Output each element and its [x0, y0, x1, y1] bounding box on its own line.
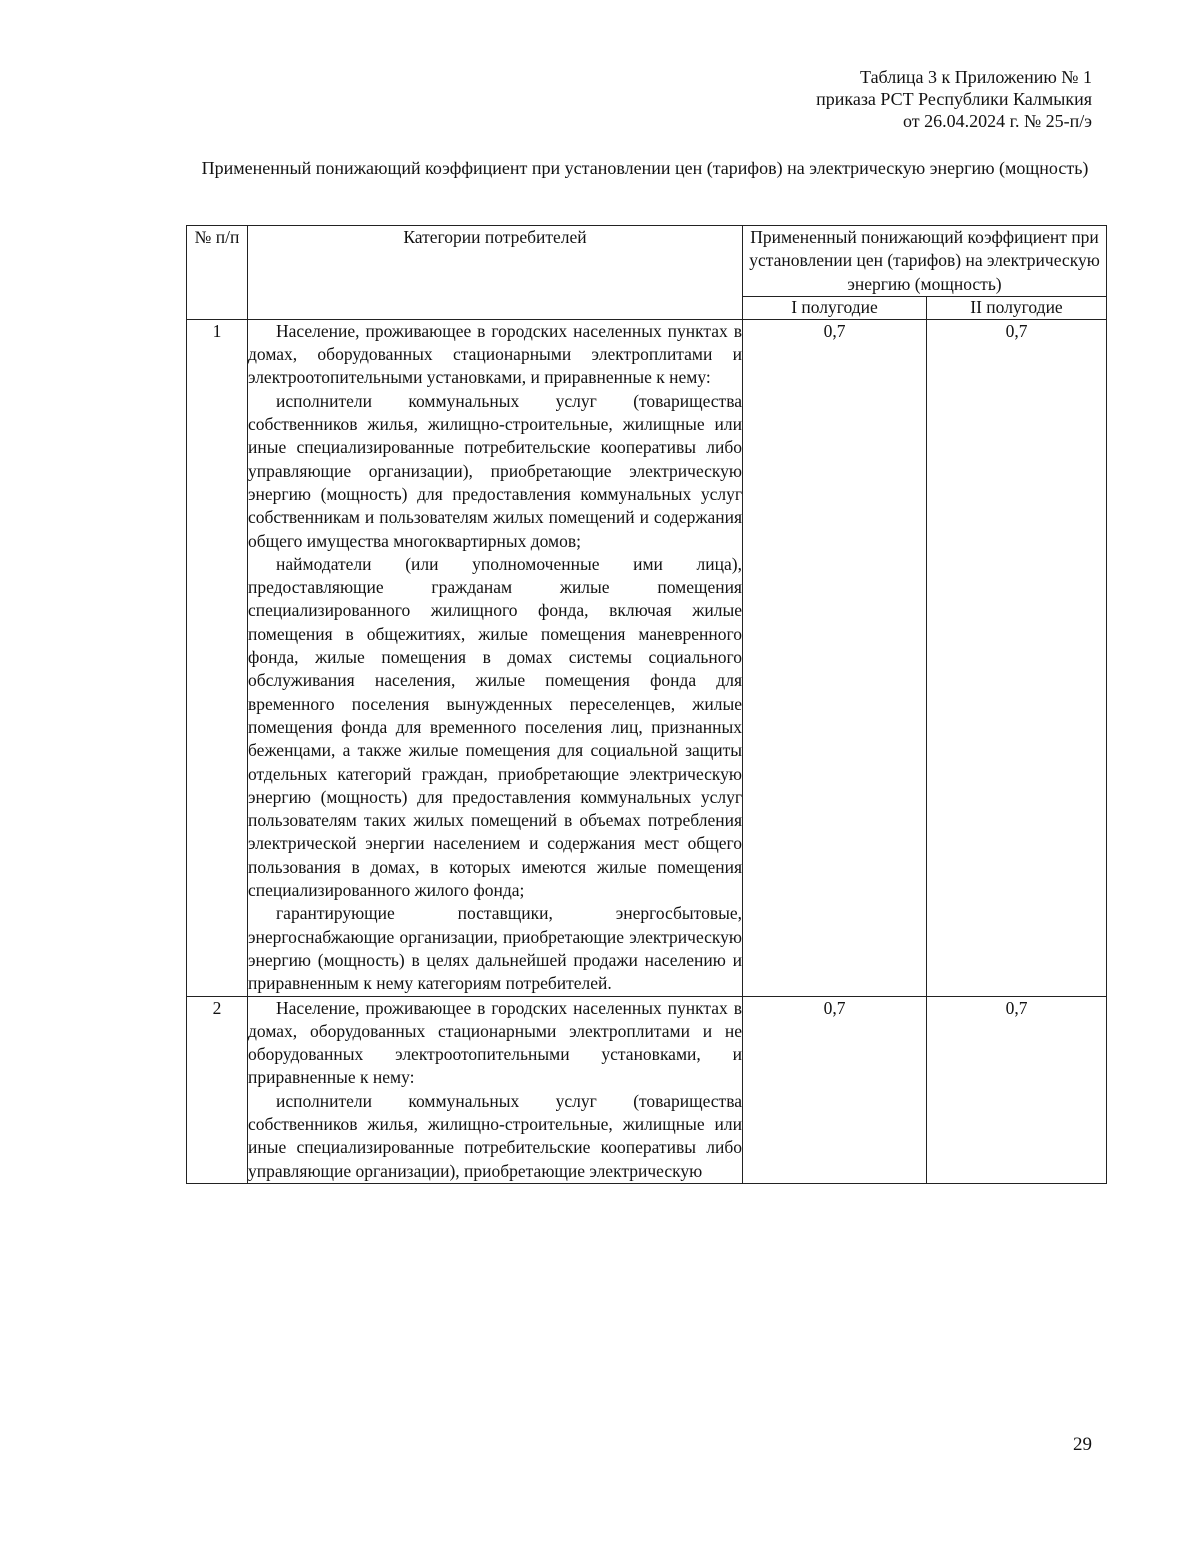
row-half1-value: 0,7	[743, 319, 927, 996]
row-description	[248, 996, 743, 1183]
header-category: Категории потребителей	[248, 226, 743, 320]
row-paragraph: Население, проживающее в городских населенных пунктах в домах, оборудованных стационарными электроплитами и электроотопительными установками, и приравненные к нему:	[248, 320, 742, 388]
header-half1: I полугодие	[743, 296, 927, 319]
table-header-row	[187, 226, 1107, 297]
header-num: № п/п	[187, 226, 248, 320]
row-paragraph: исполнители коммунальных услуг (товарищества собственников жилья, жилищно-строительные, жилищные или иные специализированные потребительские кооперативы либо управляющие организации), приобретающие электрическую энергию (мощность) для предоставления коммунальных услуг собственникам и пользователям жилых помещений и содержания общего имущества многоквартирных домов;	[248, 390, 742, 551]
row-number: 2	[187, 996, 248, 1183]
row-half2-value: 0,7	[927, 996, 1107, 1183]
appendix-header	[672, 66, 1092, 132]
appendix-header-line3: от 26.04.2024 г. № 25-п/э	[902, 111, 1092, 131]
page-number: 29	[1073, 1434, 1092, 1455]
row-paragraph: исполнители коммунальных услуг (товарищества собственников жилья, жилищно-строительные, жилищные или иные специализированные потребительские кооперативы либо управляющие организации), приобретающие электрическую	[248, 1090, 742, 1181]
coefficient-table	[186, 225, 1107, 1184]
row-half1-value: 0,7	[743, 996, 927, 1183]
document-title: Примененный понижающий коэффициент при установлении цен (тарифов) на электрическую энергию (мощность)	[201, 158, 1089, 178]
row-description	[248, 319, 743, 996]
row-half2-value: 0,7	[927, 319, 1107, 996]
header-coefficient: Примененный понижающий коэффициент при установлении цен (тарифов) на электрическую энергию (мощность)	[743, 226, 1107, 297]
row-paragraph: Население, проживающее в городских населенных пунктах в домах, оборудованных стационарными электроплитами и не оборудованных электроотопительными установками, и приравненные к нему:	[248, 997, 742, 1088]
row-paragraph: наймодатели (или уполномоченные ими лица), предоставляющие гражданам жилые помещения специализированного жилищного фонда, включая жилые помещения в общежитиях, жилые помещения маневренного фонда, жилые помещения в домах системы социального обслуживания населения, жилые помещения фонда для временного поселения вынужденных переселенцев, жилые помещения фонда для временного поселения лиц, признанных беженцами, а также жилые помещения для социальной защиты отдельных категорий граждан, приобретающие электрическую энергию (мощность) для предоставления коммунальных услуг пользователям таких жилых помещений в объемах потребления электрической энергии населением и содержания мест общего пользования в домах, в которых имеются жилые помещения специализированного жилого фонда;	[248, 553, 742, 901]
table-row	[187, 319, 1107, 996]
header-half2: II полугодие	[927, 296, 1107, 319]
table-row	[187, 996, 1107, 1183]
appendix-header-line1: Таблица 3 к Приложению № 1	[860, 67, 1092, 87]
appendix-header-line2: приказа РСТ Республики Калмыкия	[816, 89, 1092, 109]
row-paragraph: гарантирующие поставщики, энергосбытовые, энергоснабжающие организации, приобретающие электрическую энергию (мощность) в целях дальнейшей продажи населению и приравненным к нему категориям потребителей.	[248, 903, 742, 994]
row-number: 1	[187, 319, 248, 996]
